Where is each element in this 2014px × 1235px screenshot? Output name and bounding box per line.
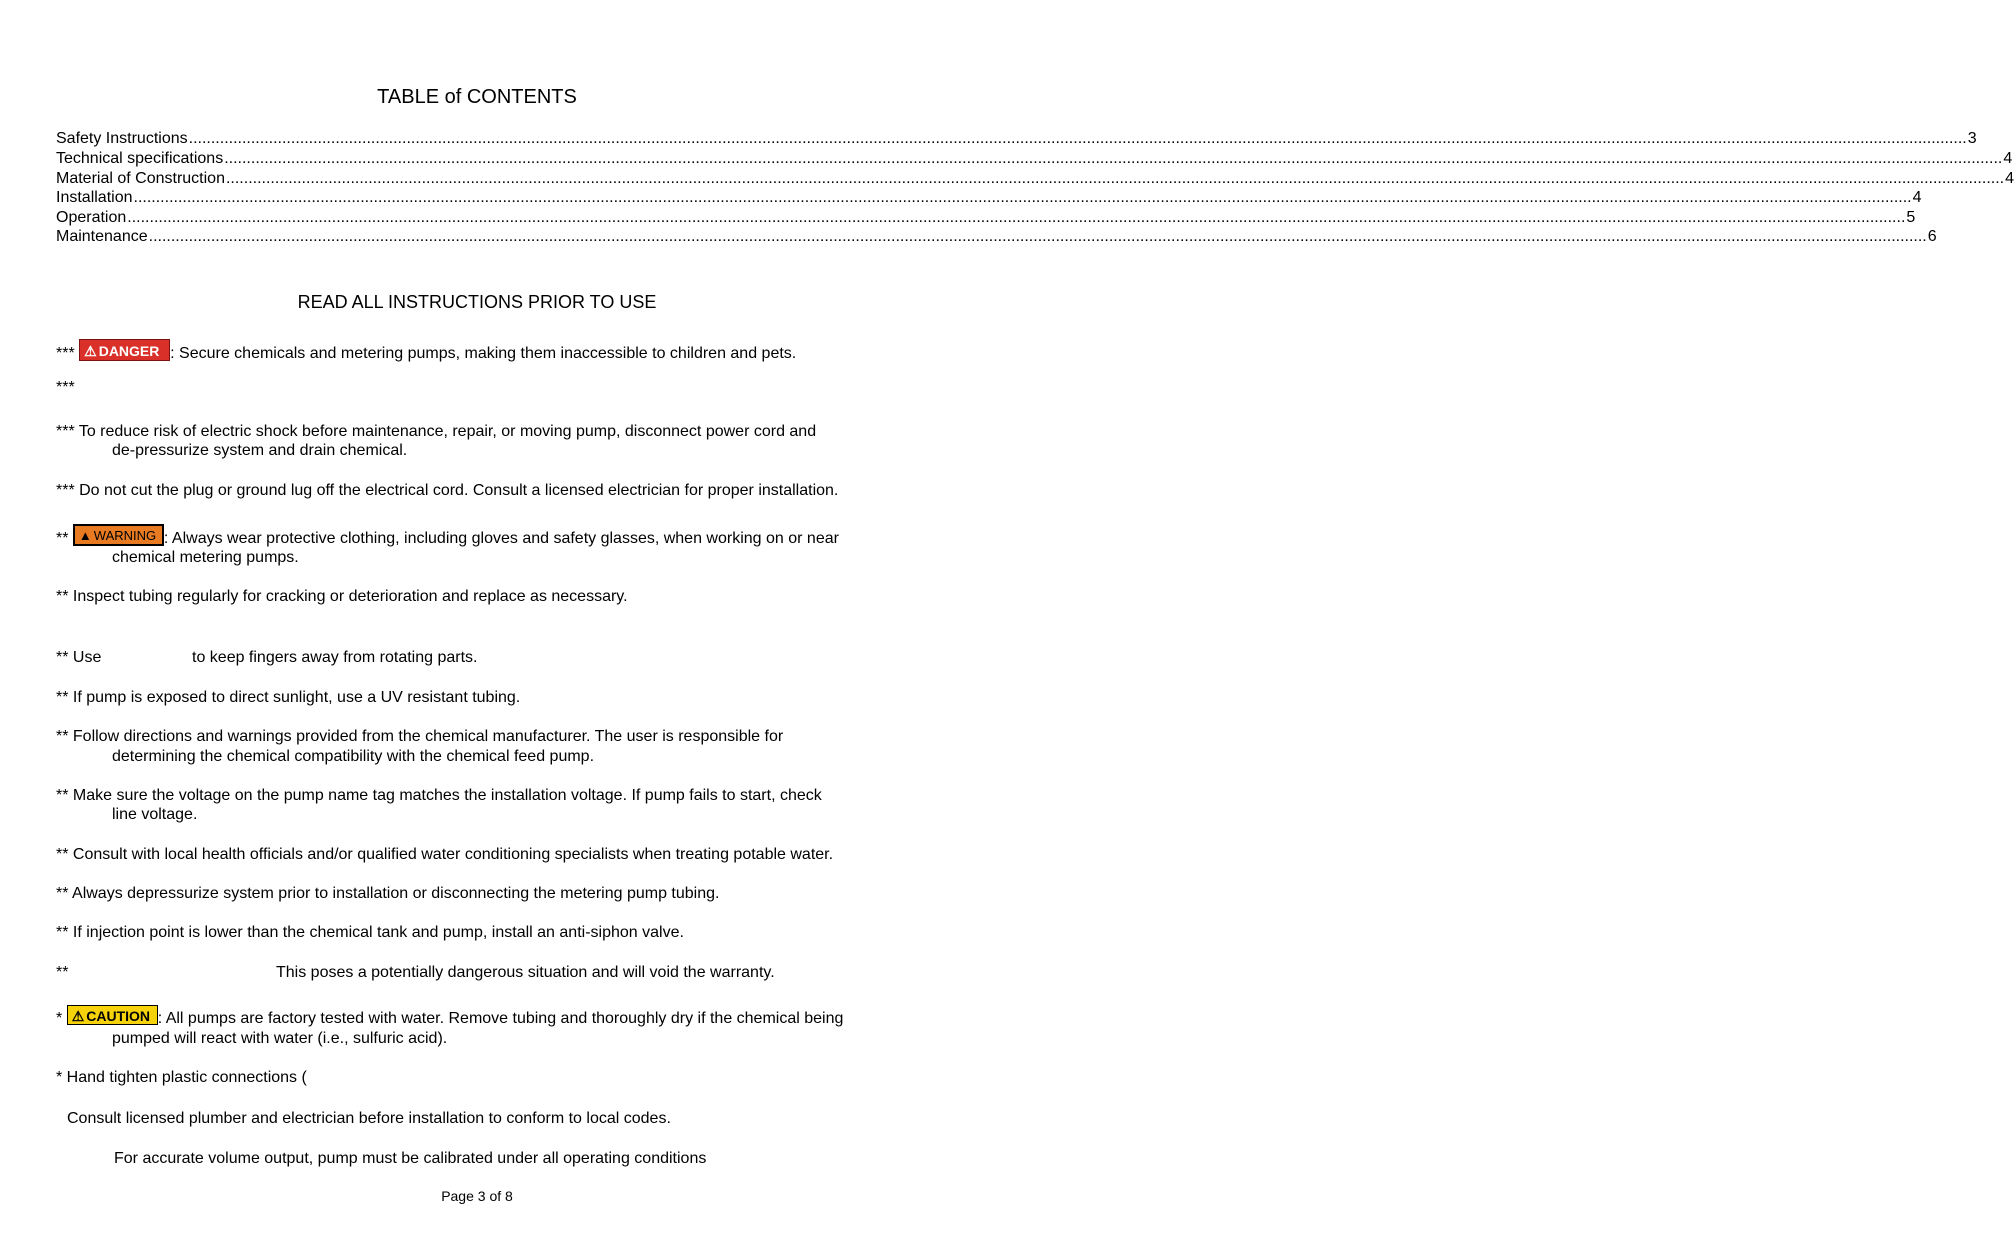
toc-page-number: 4 (1912, 189, 1922, 206)
safety-caution-line (56, 1009, 843, 1029)
toc-leader: ................................................................................................................................................................................................................................................................................................................................................................................................................ (188, 130, 1967, 147)
safety-line-3-cont: de-pressurize system and drain chemical. (112, 442, 408, 459)
safety-line-9: ** Follow directions and warnings provided from the chemical manufacturer. The user is responsible for (56, 728, 784, 745)
toc-leader: ................................................................................................................................................................................................................................................................................................................................................................................................................ (225, 170, 2005, 187)
danger-text: : Secure chemicals and metering pumps, making them inaccessible to children and pets. (170, 345, 797, 363)
toc-label: Installation (56, 189, 133, 206)
safety-line-8: ** If pump is exposed to direct sunlight, use a UV resistant tubing. (56, 689, 521, 706)
safety-line-14-end: This poses a potentially dangerous situation and will void the warranty. (276, 964, 775, 981)
toc-leader: ................................................................................................................................................................................................................................................................................................................................................................................................................ (148, 228, 1927, 245)
toc-entry-operation[interactable] (56, 208, 1916, 228)
toc-page-number: 6 (1927, 228, 1937, 245)
warning-triangle-icon: ⚠ (71, 1008, 85, 1024)
toc-label: Maintenance (56, 228, 148, 245)
safety-line-6: ** Inspect tubing regularly for cracking or deterioration and replace as necessary. (56, 588, 628, 605)
safety-line-18: For accurate volume output, pump must be calibrated under all operating conditions (114, 1150, 707, 1167)
safety-line-12: ** Always depressurize system prior to installation or disconnecting the metering pump tubing. (56, 885, 720, 902)
hazard-prefix: ** (56, 530, 69, 548)
safety-line-14-start: ** (56, 964, 69, 981)
safety-line-7 (56, 648, 101, 668)
toc-label: Technical specifications (56, 150, 224, 167)
safety-line-3: *** To reduce risk of electric shock before maintenance, repair, or moving pump, disconnect power cord and (56, 423, 817, 440)
safety-warning-cont: chemical metering pumps. (112, 549, 299, 566)
warning-triangle-icon: ▲ (78, 528, 92, 543)
safety-line-7-start: ** Use (56, 649, 102, 666)
toc-entry-installation[interactable] (56, 188, 1922, 208)
safety-line-13: ** If injection point is lower than the chemical tank and pump, install an anti-siphon valve. (56, 924, 684, 941)
toc-label: Operation (56, 209, 127, 226)
warning-triangle-icon: ⚠ (84, 343, 97, 359)
toc-page-number: 4 (2005, 170, 2014, 187)
hazard-prefix: *** (56, 345, 75, 363)
safety-line-7-end: to keep fingers away from rotating parts. (192, 649, 478, 666)
safety-line-10-cont: line voltage. (112, 806, 198, 823)
safety-line-4: *** Do not cut the plug or ground lug off the electrical cord. Consult a licensed electrician for proper installation. (56, 482, 839, 499)
toc-leader: ................................................................................................................................................................................................................................................................................................................................................................................................................ (224, 150, 2003, 167)
toc-page-number: 5 (1906, 209, 1916, 226)
caution-text: : All pumps are factory tested with water. Remove tubing and thoroughly dry if the chemical being (157, 1010, 844, 1028)
safety-line-9-cont: determining the chemical compatibility with the chemical feed pump. (112, 748, 595, 765)
safety-danger-line (56, 343, 796, 365)
toc-page-number: 3 (1967, 130, 1977, 147)
safety-warning-line (56, 528, 839, 550)
read-all-heading: READ ALL INSTRUCTIONS PRIOR TO USE (297, 292, 657, 312)
toc-title: TABLE of CONTENTS (377, 86, 577, 108)
warning-text: : Always wear protective clothing, including gloves and safety glasses, when working on or near (163, 530, 839, 548)
safety-line-17: Consult licensed plumber and electrician before installation to conform to local codes. (67, 1110, 671, 1127)
safety-line-16: * Hand tighten plastic connections ( (56, 1069, 307, 1086)
page-footer: Page 3 of 8 (441, 1188, 513, 1204)
toc-label: Material of Construction (56, 170, 225, 187)
toc-label: Safety Instructions (56, 130, 188, 147)
toc-leader: ................................................................................................................................................................................................................................................................................................................................................................................................................ (133, 189, 1912, 206)
safety-line-10: ** Make sure the voltage on the pump name tag matches the installation voltage. If pump fails to start, check (56, 787, 822, 804)
safety-caution-cont: pumped will react with water (i.e., sulfuric acid). (112, 1030, 448, 1047)
toc-entry-material[interactable] (56, 169, 2014, 189)
safety-line-11: ** Consult with local health officials and/or qualified water conditioning specialists when treating potable water. (56, 846, 834, 863)
caution-badge: ⚠ CAUTION (67, 1005, 158, 1025)
hazard-prefix: * (56, 1010, 63, 1028)
toc-page-number: 4 (2003, 150, 2013, 167)
danger-badge: ⚠ DANGER (79, 339, 170, 361)
toc-leader: ................................................................................................................................................................................................................................................................................................................................................................................................................ (127, 209, 1906, 226)
toc-entry-technical[interactable] (56, 149, 2013, 169)
warning-badge: ▲ WARNING (73, 524, 164, 546)
toc-entry-safety[interactable] (56, 129, 1977, 149)
toc-entry-maintenance[interactable] (56, 227, 1937, 247)
safety-line-2: *** (56, 379, 75, 396)
